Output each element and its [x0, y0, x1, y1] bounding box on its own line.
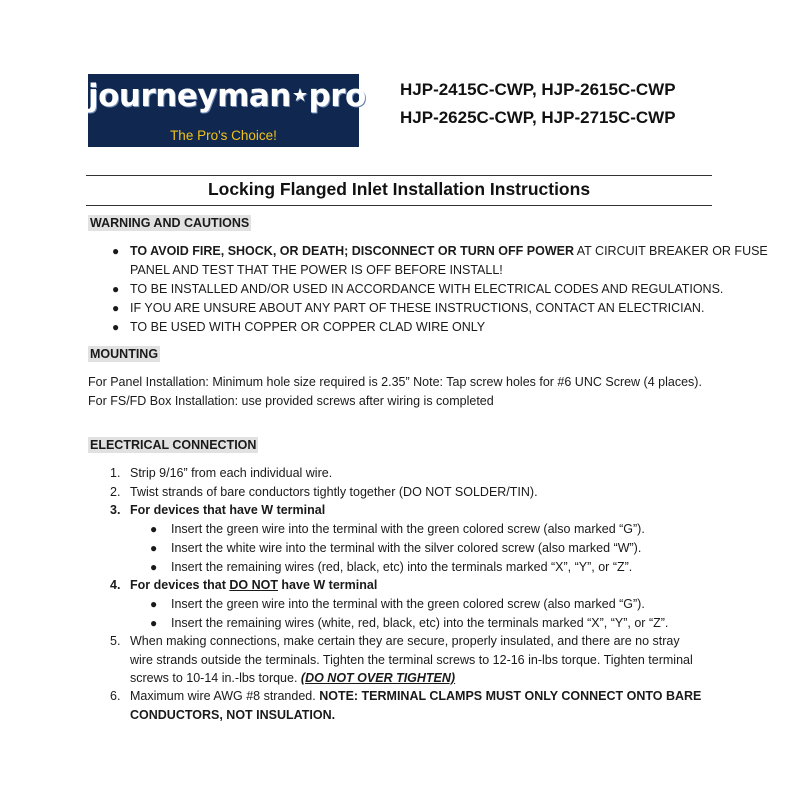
step-number: 5. [110, 634, 121, 648]
bullet-icon: ● [112, 301, 120, 315]
step-number: 4. [110, 578, 121, 592]
step-6-line-2: CONDUCTORS, NOT INSULATION. [130, 708, 336, 722]
step-5-line-2: wire strands outside the terminals. Tighten the terminal screws to 12-16 in-lbs torque. Tighten terminal [130, 653, 693, 667]
step-4-sub-b: Insert the remaining wires (white, red, black, etc) into the terminals marked “X”, “Y”, or “Z”. [171, 616, 669, 630]
step-number: 1. [110, 466, 121, 480]
step-5-line-3: screws to 10-14 in.-lbs torque. (DO NOT OVER TIGHTEN) [130, 671, 456, 685]
warning-item-2: TO BE INSTALLED AND/OR USED IN ACCORDANCE WITH ELECTRICAL CODES AND REGULATIONS. [130, 282, 724, 296]
bullet-icon: ● [150, 541, 158, 555]
warnings-heading: WARNING AND CAUTIONS [90, 216, 250, 230]
brand-logo [88, 74, 366, 147]
warning-item-4: TO BE USED WITH COPPER OR COPPER CLAD WIRE ONLY [130, 320, 486, 334]
warning-item-1-cont: PANEL AND TEST THAT THE POWER IS OFF BEFORE INSTALL! [130, 263, 503, 277]
step-number: 3. [110, 503, 121, 517]
logo-tagline: The Pro's Choice! [170, 128, 277, 143]
step-number: 2. [110, 485, 121, 499]
step-1: Strip 9/16” from each individual wire. [130, 466, 333, 480]
mounting-line-1: For Panel Installation: Minimum hole size required is 2.35” Note: Tap screw holes for #6 UNC Screw (4 places). [88, 375, 702, 389]
warning-item-3: IF YOU ARE UNSURE ABOUT ANY PART OF THESE INSTRUCTIONS, CONTACT AN ELECTRICIAN. [130, 301, 705, 315]
model-line-1: HJP-2415C-CWP, HJP-2615C-CWP [400, 80, 676, 99]
step-2: Twist strands of bare conductors tightly together (DO NOT SOLDER/TIN). [130, 485, 538, 499]
step-3-sub-b: Insert the white wire into the terminal with the silver colored screw (also marked “W”). [171, 541, 642, 555]
step-4: For devices that DO NOT have W terminal [130, 578, 378, 592]
step-number: 6. [110, 689, 121, 703]
mounting-line-2: For FS/FD Box Installation: use provided screws after wiring is completed [88, 394, 494, 408]
bullet-icon: ● [150, 616, 158, 630]
step-6-line-1: Maximum wire AWG #8 stranded. NOTE: TERMINAL CLAMPS MUST ONLY CONNECT ONTO BARE [130, 689, 702, 703]
step-3-sub-a: Insert the green wire into the terminal with the green colored screw (also marked “G”). [171, 522, 645, 536]
step-4-sub-a: Insert the green wire into the terminal with the green colored screw (also marked “G”). [171, 597, 645, 611]
bullet-icon: ● [112, 244, 120, 258]
model-numbers [400, 76, 676, 132]
step-5-warning: (DO NOT OVER TIGHTEN) [300, 671, 456, 685]
document-title: Locking Flanged Inlet Installation Instructions [207, 179, 591, 199]
bullet-icon: ● [112, 282, 120, 296]
bullet-icon: ● [150, 522, 158, 536]
top-rule [86, 175, 712, 176]
mounting-heading: MOUNTING [90, 347, 159, 361]
step-3-sub-c: Insert the remaining wires (red, black, etc) into the terminals marked “X”, “Y”, or “Z”. [171, 560, 633, 574]
electrical-heading: ELECTRICAL CONNECTION [90, 438, 257, 452]
step-3: For devices that have W terminal [130, 503, 326, 517]
star-icon: ★ [291, 85, 308, 106]
bullet-icon: ● [150, 597, 158, 611]
step-5-line-1: When making connections, make certain they are secure, properly insulated, and there are no stray [130, 634, 680, 648]
bullet-icon: ● [150, 560, 158, 574]
model-line-2: HJP-2625C-CWP, HJP-2715C-CWP [400, 108, 676, 127]
title-rule [86, 205, 712, 206]
warning-item-1: TO AVOID FIRE, SHOCK, OR DEATH; DISCONNECT OR TURN OFF POWER AT CIRCUIT BREAKER OR FUSE [130, 244, 768, 258]
bullet-icon: ● [112, 320, 120, 334]
logo-wordmark: journeyman★pro [88, 78, 366, 114]
